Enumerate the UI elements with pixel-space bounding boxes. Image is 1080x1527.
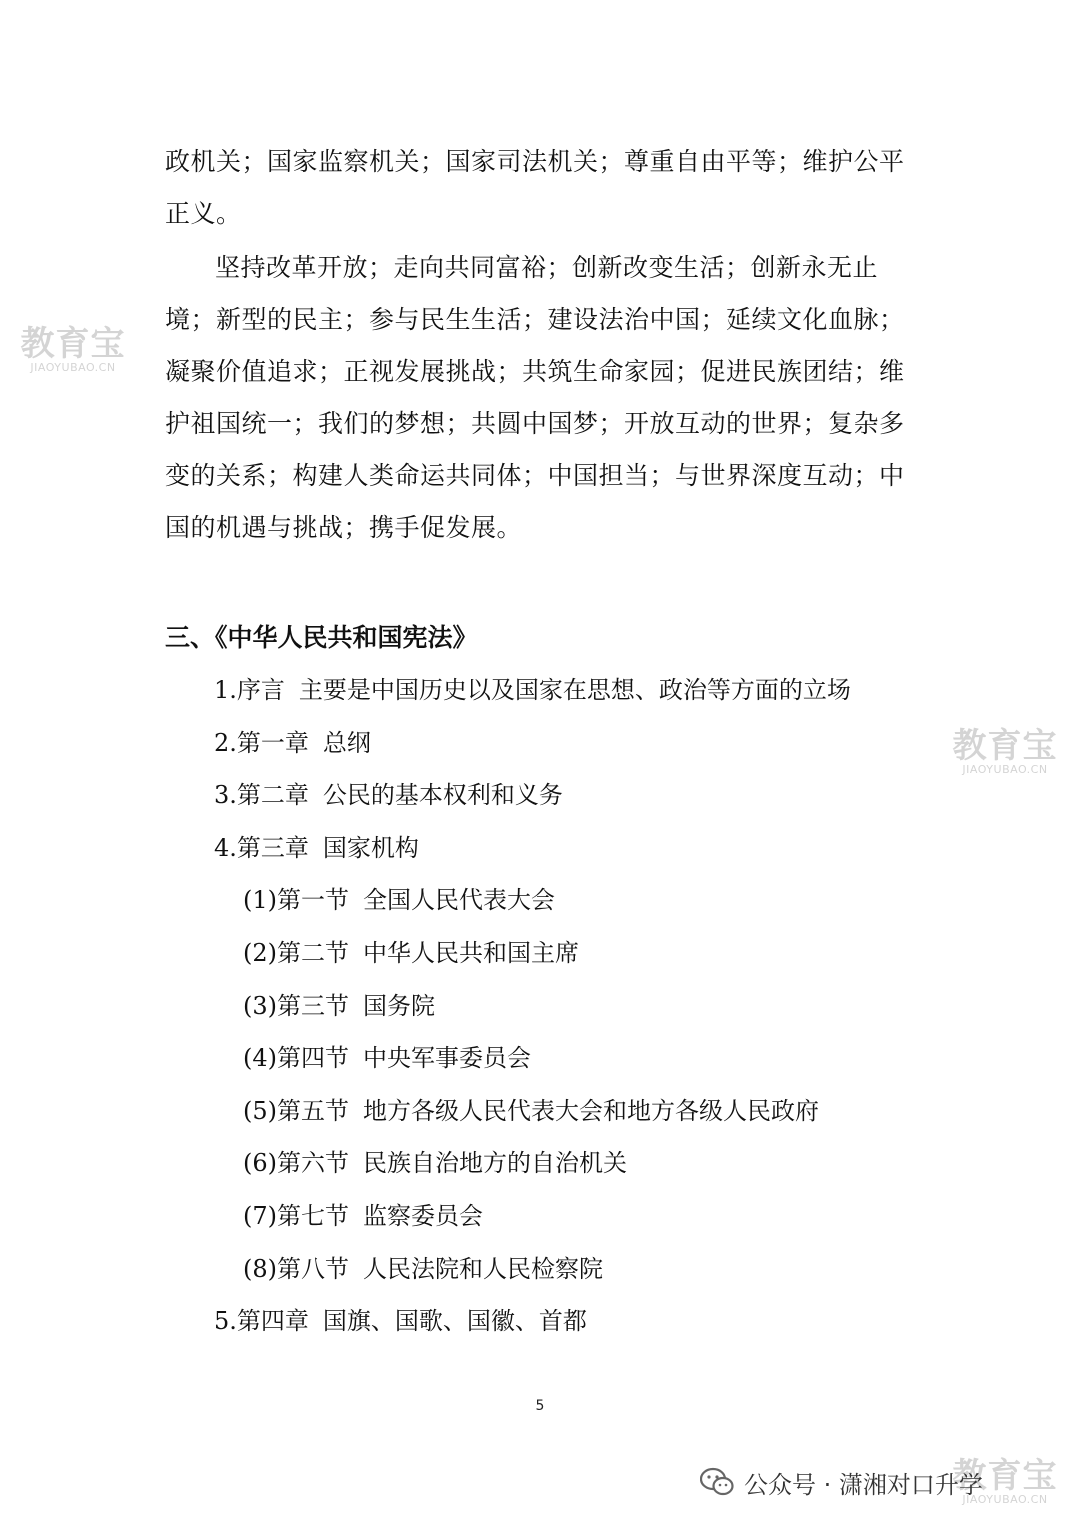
paragraph-2: 坚持改革开放；走向共同富裕；创新改变生活；创新永无止境；新型的民主；参与民生生活；建设法治中国；延续文化血脉；凝聚价值追求；正视发展挑战；共筑生命家园；促进民族团结；维护祖国统一；我们的梦想；共圆中国梦；开放互动的世界；复杂多变的关系；构建人类命运共同体；中国担当；与世界深度互动；中国的机遇与挑战；携手促发展。 bbox=[165, 253, 905, 542]
section-heading: 三、《中华人民共和国宪法》 bbox=[165, 623, 478, 652]
toc-item: 3.第二章 公民的基本权利和义务 bbox=[214, 781, 563, 810]
wechat-icon bbox=[700, 1467, 734, 1497]
footer-text: 公众号 · 潇湘对口升学 bbox=[744, 1470, 983, 1499]
wechat-footer bbox=[700, 1462, 983, 1502]
toc-subitem: (7)第七节 监察委员会 bbox=[243, 1201, 483, 1230]
toc-subitem: (1)第一节 全国人民代表大会 bbox=[243, 886, 555, 915]
toc-item: 4.第三章 国家机构 bbox=[214, 833, 419, 862]
paragraph-1: 政机关；国家监察机关；国家司法机关；尊重自由平等；维护公平正义。 bbox=[165, 147, 905, 228]
watermark-logo: 教育宝 JIAOYUBAO.CN bbox=[952, 1456, 1058, 1506]
toc-item: 2.第一章 总纲 bbox=[214, 728, 371, 757]
watermark-logo: 教育宝 JIAOYUBAO.CN bbox=[20, 324, 126, 374]
toc-subitem: (6)第六节 民族自治地方的自治机关 bbox=[243, 1149, 627, 1178]
toc-item: 5.第四章 国旗、国歌、国徽、首都 bbox=[214, 1307, 587, 1336]
toc-subitem: (2)第二节 中华人民共和国主席 bbox=[243, 938, 579, 967]
toc-subitem: (5)第五节 地方各级人民代表大会和地方各级人民政府 bbox=[243, 1096, 819, 1125]
table-of-contents bbox=[0, 664, 1080, 1348]
toc-subitem: (3)第三节 国务院 bbox=[243, 991, 435, 1020]
page-number: 5 bbox=[535, 1398, 545, 1414]
toc-item: 1.序言 主要是中国历史以及国家在思想、政治等方面的立场 bbox=[214, 676, 851, 704]
toc-subitem: (8)第八节 人民法院和人民检察院 bbox=[243, 1254, 603, 1283]
watermark-logo: 教育宝 JIAOYUBAO.CN bbox=[952, 726, 1058, 776]
toc-subitem: (4)第四节 中央军事委员会 bbox=[243, 1044, 531, 1073]
